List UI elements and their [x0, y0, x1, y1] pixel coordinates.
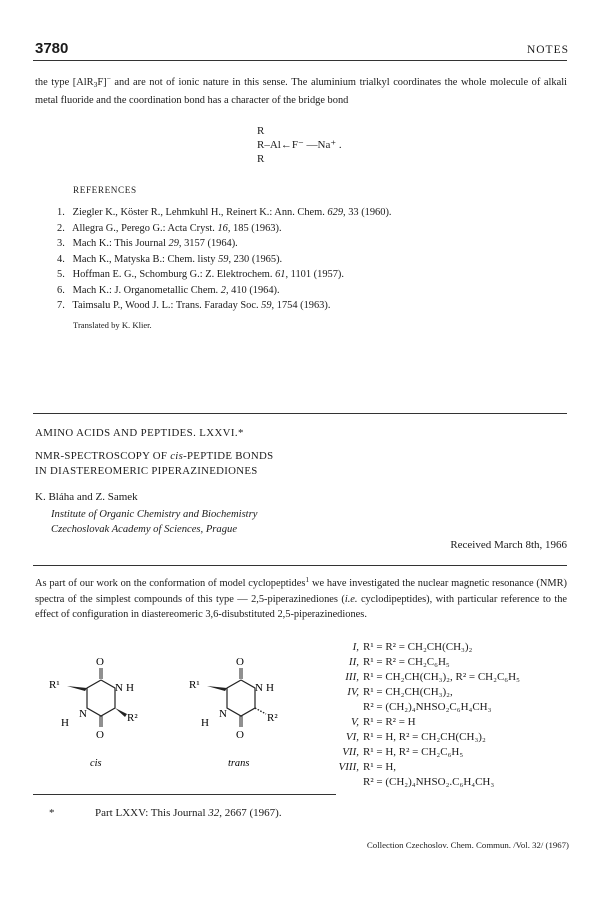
page-number: 3780: [35, 40, 69, 57]
atom-n-left: N: [219, 708, 227, 720]
author-1: K. Bláha: [35, 491, 75, 503]
reference-item: 4. Mach K., Matyska B.: Chem. listy 59, 230 (1965).: [57, 253, 283, 265]
compound-row: V, R¹ = R² = H: [350, 716, 416, 728]
compound-row: VIII, R¹ = H,: [338, 761, 397, 773]
footnote: * Part LXXV: This Journal 32, 2667 (1967).: [49, 807, 282, 819]
atom-o-bottom: O: [236, 729, 244, 741]
footnote-rule: [33, 794, 336, 795]
body-paragraph: As part of our work on the conformation of model cyclopeptides$^1$ we have investigated the nuclear magnetic resonance (NMR) spectra of the simplest compounds of this type — 2,5-piperazinediones (i.e. cyclodipeptides), with particular reference to the effect of configuration in diastereomeric 3,6-disubstituted 2,5-piperazinediones.: [35, 575, 568, 620]
compound-row: II, R¹ = R² = CH₂C₆H₅: [348, 656, 450, 668]
compound-row: III, R¹ = CH₂CH(CH₃)₂, R² = CH₂C₆H₅: [345, 671, 520, 683]
atom-n-right: N: [255, 682, 263, 694]
article-subtitle: NMR-SPECTROSCOPY OF cis-PEPTIDE BONDS IN DIASTEREOMERIC PIPERAZINEDIONES: [35, 450, 274, 477]
reference-item: 3. Mach K.: This Journal 29, 3157 (1964).: [57, 238, 238, 249]
atom-h-right: H: [126, 682, 134, 694]
institution: Institute of Organic Chemistry and Biochemistry Czechoslovak Academy of Sciences, Prague: [51, 509, 258, 535]
r2-label: R²: [127, 712, 138, 724]
translator-credit: Translated by K. Klier.: [73, 320, 152, 330]
r1-label: R¹: [189, 679, 200, 691]
trans-structure: [185, 650, 300, 780]
article-title: AMINO ACIDS AND PEPTIDES. LXXVI.*: [35, 427, 244, 439]
article-authors: K. Bláha and Z. Samek: [35, 491, 138, 503]
r1-label: R¹: [49, 679, 60, 691]
r2-label: R²: [267, 712, 278, 724]
atom-o-top: O: [236, 656, 244, 668]
reference-item: 6. Mach K.: J. Organometallic Chem. 2, 410 (1964).: [57, 284, 280, 296]
compound-row: IV, R¹ = CH₂CH(CH₃)₂,: [347, 686, 453, 698]
section-header: NOTES: [526, 44, 569, 56]
atom-h-left: H: [201, 717, 209, 729]
bond-r-bottom: R: [257, 153, 265, 165]
atom-n-left: N: [79, 708, 87, 720]
intro-paragraph: the type [AlR$_3$F]− and are not of ionic nature in this sense. The aluminium trialkyl coordinates the whole molecule of alkali metal fluoride and the coordination bond has a character of the bridge bond: [35, 74, 567, 106]
received-rule: [33, 565, 567, 566]
references-heading: REFERENCES: [73, 185, 137, 195]
reference-item: 1. Ziegler K., Köster R., Lehmkuhl H., Reinert K.: Ann. Chem. 629, 33 (1960).: [57, 207, 392, 218]
reference-item: 7. Taimsalu P., Wood J. L.: Trans. Faraday Soc. 59, 1754 (1963).: [57, 300, 331, 311]
cis-label: cis: [90, 758, 102, 769]
bridge-bond-formula: [257, 124, 342, 166]
reference-list: [57, 205, 392, 314]
reference-item: 2. Allegra G., Perego G.: Acta Cryst. 16, 185 (1963).: [57, 222, 282, 234]
reference-item: 5. Hoffman E. G., Schomburg G.: Z. Elektrochem. 61, 1101 (1957).: [57, 269, 344, 280]
journal-footer: Collection Czechoslov. Chem. Commun. /Vol. 32/ (1967): [366, 840, 569, 850]
atom-n-right: N: [115, 682, 123, 694]
compound-list: [322, 640, 520, 790]
compound-row: I, R¹ = R² = CH₂CH(CH₃)₂: [352, 641, 473, 653]
article-separator: [33, 413, 567, 414]
compound-row: VI, R¹ = H, R² = CH₂CH(CH₃)₂: [345, 731, 486, 743]
bond-main: R–Al←F⁻ —Na⁺ .: [257, 139, 342, 151]
atom-h-right: H: [266, 682, 274, 694]
atom-h-left: H: [61, 717, 69, 729]
received-date: Received March 8th, 1966: [450, 539, 567, 551]
bond-r-top: R: [257, 125, 265, 137]
author-2: Z. Samek: [95, 491, 138, 503]
header-rule: [33, 60, 567, 61]
compound-row: R² = (CH₂)₄NHSO₂C₆H₄CH₃: [363, 701, 492, 713]
compound-row: R² = (CH₂)₄NHSO₂.C₆H₄CH₃: [363, 776, 495, 788]
cis-structure: [45, 650, 155, 780]
atom-o-top: O: [96, 656, 104, 668]
atom-o-bottom: O: [96, 729, 104, 741]
compound-row: VII, R¹ = H, R² = CH₂C₆H₅: [342, 746, 464, 758]
trans-label: trans: [228, 758, 250, 769]
